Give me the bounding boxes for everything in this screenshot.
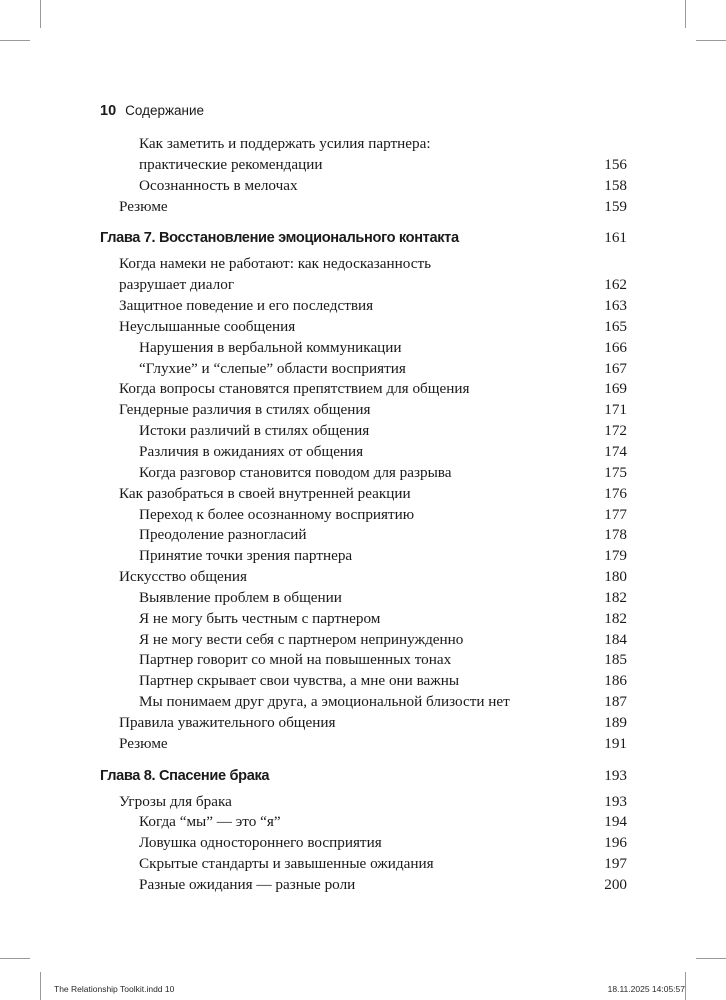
toc-entry-title: Правила уважительного общения bbox=[119, 714, 336, 731]
toc-page-number: 182 bbox=[604, 588, 627, 606]
toc-entry-title: Мы понимаем друг друга, а эмоциональной близости нет bbox=[139, 693, 510, 711]
toc-entry-title: Неуслышанные сообщения bbox=[119, 317, 296, 335]
toc-chapter-title: Глава 8. Спасение брака bbox=[100, 767, 270, 784]
toc-entry-title: Ловушка одностороннего восприятия bbox=[139, 834, 382, 852]
crop-mark-right-bottom bbox=[696, 958, 726, 959]
toc-page-number: 191 bbox=[604, 734, 627, 752]
toc-entry-title: Гендерные различия в стилях общения bbox=[119, 401, 371, 419]
toc-entry-title: Искусство общения bbox=[119, 568, 248, 585]
toc-page-number: 178 bbox=[604, 526, 627, 544]
toc-page-number: 179 bbox=[604, 547, 627, 565]
toc-entry-title: Принятие точки зрения партнера bbox=[139, 547, 353, 565]
toc-entry-title: Преодоление разногласий bbox=[139, 526, 307, 544]
toc-entry-title: Партнер скрывает свои чувства, а мне они важны bbox=[139, 672, 460, 690]
toc-entry-title: Я не могу быть честным с партнером bbox=[139, 609, 381, 627]
crop-mark-top-right bbox=[685, 0, 686, 28]
toc-page-number: 159 bbox=[604, 197, 627, 215]
footer-file-info: The Relationship Toolkit.indd 10 bbox=[54, 984, 175, 994]
toc-page-number: 180 bbox=[604, 568, 627, 585]
toc-entry-title: Защитное поведение и его последствия bbox=[119, 296, 374, 314]
toc-entry-title: Угрозы для брака bbox=[119, 792, 232, 810]
toc-page-number: 171 bbox=[604, 401, 627, 419]
toc-entry-title: Различия в ожиданиях от общения bbox=[139, 442, 364, 460]
toc-page-number: 176 bbox=[604, 484, 627, 502]
toc-page-number: 194 bbox=[604, 813, 627, 831]
toc-page-number: 182 bbox=[604, 609, 627, 627]
toc-page-number: 156 bbox=[604, 155, 627, 173]
running-header bbox=[100, 103, 204, 121]
crop-mark-left-bottom bbox=[0, 958, 30, 959]
toc-page-number: 167 bbox=[604, 359, 627, 377]
toc-entry-title: Резюме bbox=[119, 197, 168, 215]
toc-entry-title: Когда “мы” — это “я” bbox=[139, 813, 281, 831]
toc-entry-title: Выявление проблем в общении bbox=[139, 588, 342, 606]
crop-mark-bottom-right bbox=[685, 972, 686, 1000]
toc-page-number: 161 bbox=[604, 229, 627, 247]
toc-page-number: 193 bbox=[604, 766, 627, 784]
toc-page-number: 172 bbox=[604, 422, 627, 440]
toc-page-number: 200 bbox=[604, 875, 627, 893]
toc-page-number: 177 bbox=[604, 505, 627, 523]
toc-page-number: 166 bbox=[604, 338, 627, 356]
toc-page-number: 184 bbox=[604, 630, 627, 648]
crop-mark-right-top bbox=[696, 40, 726, 41]
toc-entry-title: Осознанность в мелочах bbox=[139, 176, 298, 194]
toc-page-number: 158 bbox=[604, 176, 627, 194]
toc-page-number: 174 bbox=[604, 442, 627, 460]
toc-page-number: 163 bbox=[604, 296, 627, 314]
toc-page-number: 162 bbox=[604, 276, 627, 294]
toc-entry-title: разрушает диалог bbox=[119, 276, 235, 294]
running-title: Содержание bbox=[125, 103, 205, 118]
toc-entry-title: Скрытые стандарты и завышенные ожидания bbox=[139, 855, 434, 873]
crop-mark-top-left bbox=[40, 0, 41, 28]
toc-entry-title: Когда разговор становится поводом для разрыва bbox=[139, 463, 452, 481]
crop-mark-bottom-left bbox=[40, 972, 41, 1000]
toc-entry-title: Когда намеки не работают: как недосказанность bbox=[119, 255, 432, 273]
toc-entry-title: Как разобраться в своей внутренней реакции bbox=[119, 484, 411, 502]
toc-entry-title: Переход к более осознанному восприятию bbox=[139, 505, 415, 523]
toc-entry-title: Истоки различий в стилях общения bbox=[139, 422, 370, 440]
toc-entry-title: Как заметить и поддержать усилия партнера: bbox=[139, 135, 431, 152]
toc-entry-title: Партнер говорит со мной на повышенных тонах bbox=[139, 651, 452, 669]
toc-page-number: 189 bbox=[604, 714, 627, 731]
toc-chapter-title: Глава 7. Восстановление эмоционального контакта bbox=[100, 230, 459, 247]
toc-page-number: 169 bbox=[604, 380, 627, 398]
toc-entry-title: Нарушения в вербальной коммуникации bbox=[139, 338, 402, 356]
toc-page-number: 186 bbox=[604, 672, 627, 690]
toc-page-number: 196 bbox=[604, 834, 627, 852]
toc-page-number: 175 bbox=[604, 463, 627, 481]
page-number: 10 bbox=[100, 103, 117, 119]
crop-mark-left-top bbox=[0, 40, 30, 41]
toc-entry-title: Разные ожидания — разные роли bbox=[139, 875, 356, 893]
toc-page-number: 193 bbox=[604, 792, 627, 810]
toc-entry-title: “Глухие” и “слепые” области восприятия bbox=[139, 359, 406, 377]
toc-entry-title: практические рекомендации bbox=[139, 155, 323, 173]
toc-entry-title: Я не могу вести себя с партнером непринужденно bbox=[139, 630, 464, 648]
footer-timestamp: 18.11.2025 14:05:57 bbox=[607, 984, 685, 994]
toc-entry-title: Резюме bbox=[119, 734, 168, 752]
toc-page-number: 165 bbox=[604, 317, 627, 335]
toc-page-number: 187 bbox=[604, 693, 627, 711]
toc-page-number: 185 bbox=[604, 651, 627, 669]
toc-entry-title: Когда вопросы становятся препятствием для общения bbox=[119, 380, 470, 398]
toc-page-number: 197 bbox=[604, 855, 627, 873]
